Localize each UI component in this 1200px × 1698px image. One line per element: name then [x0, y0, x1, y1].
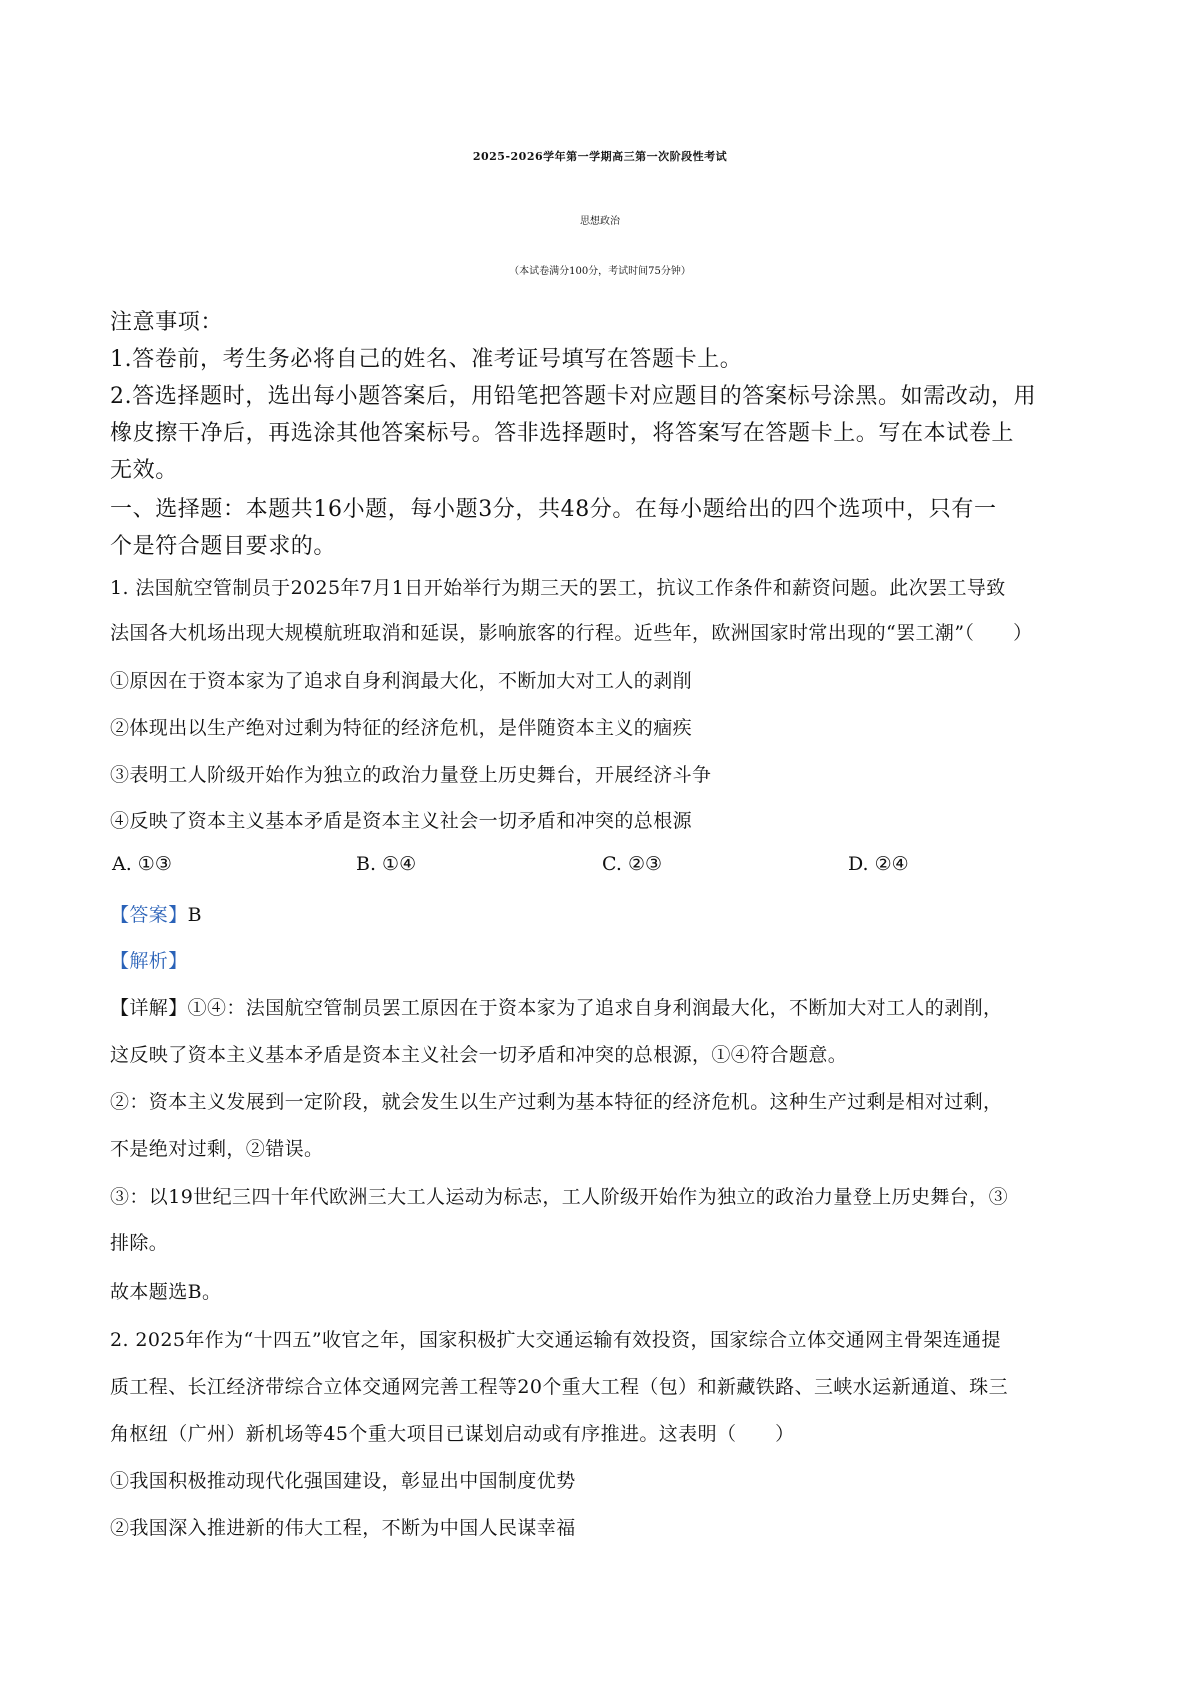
q2-stem-line-2: 质工程、长江经济带综合立体交通网完善工程等20个重大工程（包）和新藏铁路、三峡水运新通道、珠三: [110, 1376, 1008, 1398]
q1-detail-line-1: [110, 993, 1002, 1020]
q1-statement-1: ①原因在于资本家为了追求自身利润最大化，不断加大对工人的剥削: [110, 670, 693, 692]
detail-tag: 【详解】: [110, 997, 188, 1019]
analysis-tag: 【解析】: [110, 950, 188, 972]
notice-item-1: 1.答卷前，考生务必将自己的姓名、准考证号填写在答题卡上。: [110, 347, 743, 372]
q1-answer: B: [187, 904, 202, 926]
notice-heading: 注意事项：: [110, 310, 224, 335]
exam-title: 2025-2026学年第一学期高三第一次阶段性考试: [472, 150, 728, 163]
q2-stem-line-1: 2. 2025年作为“十四五”收官之年，国家积极扩大交通运输有效投资，国家综合立体交通网主骨架连通提: [110, 1329, 1001, 1351]
q1-detail-2-line-1: ②：资本主义发展到一定阶段，就会发生以生产过剩为基本特征的经济危机。这种生产过剩是相对过剩，: [110, 1091, 1003, 1113]
q1-answer-row: [110, 900, 202, 927]
q2-statement-1: ①我国积极推动现代化强国建设，彰显出中国制度优势: [110, 1470, 576, 1492]
section-heading-line-1: 一、选择题：本题共16小题，每小题3分，共48分。在每小题给出的四个选项中，只有一: [110, 497, 997, 522]
q1-stem-line-1: 1. 法国航空管制员于2025年7月1日开始举行为期三天的罢工，抗议工作条件和薪资问题。此次罢工导致: [110, 577, 1006, 599]
q1-option-c: C. ②③: [602, 853, 663, 875]
q1-analysis-row: [110, 946, 188, 973]
subject-title: 思想政治: [580, 216, 620, 227]
q1-detail-text: ①④：法国航空管制员罢工原因在于资本家为了追求自身利润最大化，不断加大对工人的剥削，: [187, 997, 1003, 1019]
q1-statement-2: ②体现出以生产绝对过剩为特征的经济危机，是伴随资本主义的痼疾: [110, 717, 693, 739]
exam-info: （本试卷满分100分，考试时间75分钟）: [509, 266, 691, 277]
q1-option-d: D. ②④: [848, 853, 909, 875]
q1-option-b: B. ①④: [356, 853, 417, 875]
q1-detail-3-line-1: ③：以19世纪三四十年代欧洲三大工人运动为标志，工人阶级开始作为独立的政治力量登上历史舞台，③: [110, 1186, 1008, 1208]
q1-conclusion: 故本题选B。: [110, 1281, 222, 1303]
q1-stem-line-2: 法国各大机场出现大规模航班取消和延误，影响旅客的行程。近些年，欧洲国家时常出现的“罢工潮”（ ）: [110, 622, 1033, 644]
notice-item-2-line-3: 无效。: [110, 458, 178, 483]
answer-tag: 【答案】: [110, 904, 188, 926]
section-heading-line-2: 个是符合题目要求的。: [110, 534, 337, 559]
q1-detail-2-line-2: 不是绝对过剩，②错误。: [110, 1138, 324, 1160]
q1-option-a: A. ①③: [112, 853, 172, 875]
q2-stem-line-3: 角枢纽（广州）新机场等45个重大项目已谋划启动或有序推进。这表明（ ）: [110, 1423, 795, 1445]
q1-detail-line-2: 这反映了资本主义基本矛盾是资本主义社会一切矛盾和冲突的总根源，①④符合题意。: [110, 1044, 848, 1066]
q1-statement-3: ③表明工人阶级开始作为独立的政治力量登上历史舞台，开展经济斗争: [110, 764, 712, 786]
notice-item-2-line-2: 橡皮擦干净后，再选涂其他答案标号。答非选择题时，将答案写在答题卡上。写在本试卷上: [110, 421, 1015, 446]
q1-detail-3-line-2: 排除。: [110, 1232, 169, 1254]
q1-statement-4: ④反映了资本主义基本矛盾是资本主义社会一切矛盾和冲突的总根源: [110, 810, 693, 832]
notice-item-2-line-1: 2.答选择题时，选出每小题答案后，用铅笔把答题卡对应题目的答案标号涂黑。如需改动，用: [110, 384, 1037, 409]
q2-statement-2: ②我国深入推进新的伟大工程，不断为中国人民谋幸福: [110, 1517, 576, 1539]
